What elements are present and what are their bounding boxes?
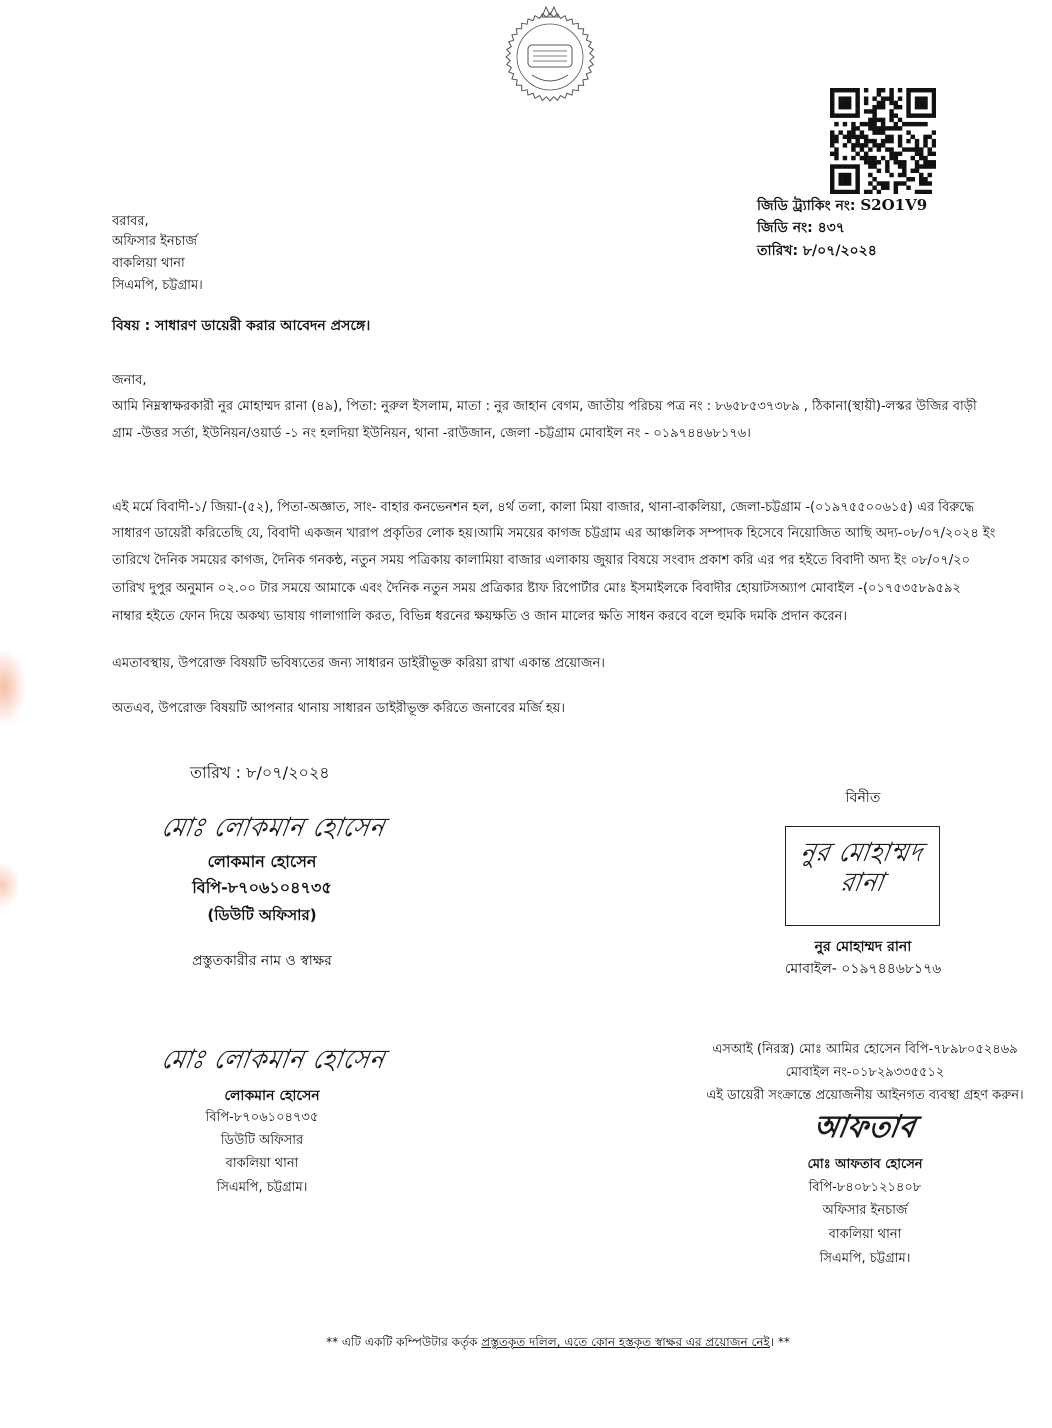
duty-officer-designation: ডিউটি অফিসার bbox=[220, 1133, 304, 1148]
preparer-name: লোকমান হোসেন bbox=[207, 852, 317, 871]
preparer-caption: প্রস্তুতকারীর নাম ও স্বাক্ষর bbox=[192, 953, 332, 969]
address-station: বাকলিয়া থানা bbox=[112, 256, 185, 271]
endorsement-assigned: এসআই (নিরস্ত্র) মোঃ আমির হোসেন বিপি-৭৮৯৮০৫২৪৬৯ bbox=[712, 1042, 1018, 1057]
address-city: সিএমপি, চট্টগ্রাম। bbox=[112, 278, 203, 293]
closing-text: বিনীত bbox=[845, 790, 881, 806]
subject-line: বিষয় : সাধারণ ডায়েরী করার আবেদন প্রসঙ্গে। bbox=[112, 318, 371, 334]
intro-line: আমি নিম্নস্বাক্ষরকারী নুর মোহাম্মদ রানা (৪৯), পিতা: নুরুল ইসলাম, মাতা : নুর জাহান বেগম, জাতীয় পরিচয় পত্র নং : ৮৬৫৮৫৩৭৩৮৯ , ঠিকানা(স্থায়ী)-লস্কর উজির বাড়ী bbox=[112, 399, 977, 414]
body-line: তারিখ দুপুর অনুমান ০২.০০ টার সময়ে আমাকে এবং দৈনিক নতুন সময় প্রত্রিকার ষ্টাফ রিপোর্টার মোঃ ইসমাইলকে বিবাদীর হোয়াটসঅ্যাপ মোবাইল -(০১৭৫৩৫৮৯৫৯২ bbox=[112, 581, 961, 596]
officer-in-charge-bp: বিপি-৮৪০৮১২১৪০৮ bbox=[808, 1180, 922, 1195]
officer-in-charge-name: মোঃ আফতাব হোসেন bbox=[807, 1157, 923, 1172]
gd-date: তারিখ: ৮/০৭/২০২৪ bbox=[757, 243, 877, 259]
body-line: এই মর্মে বিবাদী-১/ জিয়া-(৫২), পিতা-অজ্ঞাত, সাং- বাহার কনভেনশন হল, ৪র্থ তলা, কালা মিয়া বাজার, থানা-বাকলিয়া, জেলা-চট্টগ্রাম -(০১৯৭৫৫০০৬১৫) এর বিরুদ্ধে bbox=[112, 500, 974, 515]
body-line: তারিখে দৈনিক সময়ের কাগজ, দৈনিক গনকন্ঠ, নতুন সময় পত্রিকায় কালামিয়া বাজার এলাকায় জুয়ার বিষয়ে সংবাদ প্রকাশ করি এর পর হইতে বিবাদী অদ্য ইং ০৮/০৭/২০ bbox=[112, 553, 971, 568]
body-line: সাধারণ ডায়েরী করিতেছি যে, বিবাদী একজন খারাপ প্রকৃতির লোক হয়।আমি সময়ের কাগজ চট্টগ্রাম এর আঞ্চলিক সম্পাদক হিসেবে নিয়োজিত আছি অদ্য-০৮/০৭/২০২৪ ইং bbox=[112, 526, 996, 541]
applicant-signature-box bbox=[785, 826, 940, 926]
footer-underlined: প্রস্তুতকৃত দলিল, এতে কোন হস্তকৃত স্বাক্ষর এর প্রয়োজন নেই bbox=[481, 1335, 770, 1349]
gd-tracking-label: জিডি ট্র্যাকিং নং: bbox=[757, 198, 856, 214]
duty-officer-signature bbox=[159, 1043, 388, 1075]
footer-prefix: ** এটি একটি কম্পিউটার কর্তৃক bbox=[326, 1335, 482, 1349]
qr-code-icon bbox=[830, 88, 936, 194]
applicant-mobile: মোবাইল- ০১৯৭৪৪৬৮১৭৬ bbox=[784, 961, 942, 977]
officer-in-charge-city: সিএমপি, চট্টগ্রাম। bbox=[819, 1251, 911, 1266]
footer-suffix: । ** bbox=[769, 1335, 790, 1349]
signature-text: নুর মোহাম্মদ bbox=[798, 836, 927, 868]
duty-officer-city: সিএমপি, চট্টগ্রাম। bbox=[216, 1180, 308, 1195]
duty-officer-name: লোকমান হোসেন bbox=[224, 1088, 320, 1104]
gd-tracking-line bbox=[757, 195, 927, 216]
signature-text: রানা bbox=[838, 866, 887, 898]
applicant-name: নুর মোহাম্মদ রানা bbox=[814, 939, 912, 955]
gd-tracking-number: S2O1V9 bbox=[860, 196, 928, 214]
request-paragraph: অতএব, উপরোক্ত বিষয়টি আপনার থানায় সাধারন ডাইরীভূক্ত করিতে জনাবের মর্জি হয়। bbox=[112, 701, 565, 716]
officer-in-charge-signature bbox=[690, 1108, 1040, 1145]
application-date: তারিখ : ৮/০৭/২০২৪ bbox=[190, 763, 330, 782]
intro-line: গ্রাম -উত্তর সর্তা, ইউনিয়ন/ওয়ার্ড -১ নং হলদিয়া ইউনিয়ন, থানা -রাউজান, জেলা -চট্টগ্রাম মোবাইল নং - ০১৯৭৪৪৬৮১৭৬। bbox=[112, 426, 751, 441]
signature-text: আফতাব bbox=[810, 1108, 920, 1145]
salutation: জনাব, bbox=[112, 373, 147, 388]
preparer-signature bbox=[159, 811, 388, 843]
officer-in-charge-designation: অফিসার ইনচার্জ bbox=[822, 1203, 908, 1218]
gd-number: জিডি নং: ৪৩৭ bbox=[757, 220, 845, 236]
endorsement-instruction: এই ডায়েরী সংক্রান্তে প্রয়োজনীয় আইনগত ব্যবস্থা গ্রহণ করুন। bbox=[706, 1088, 1024, 1103]
endorsement-mobile: মোবাইল নং-০১৮২৯৩৩৫৫১২ bbox=[785, 1065, 945, 1080]
body-line: নাম্বার হইতে ফোন দিয়ে অকথ্য ভাষায় গালাগালি করত, বিভিন্ন ধরনের ক্ষয়ক্ষতি ও জান মালের ক্ষতি সাধন করবে বলে হুমকি দমকি প্রদান করেন। bbox=[112, 609, 848, 624]
stain-mark bbox=[0, 648, 26, 726]
request-paragraph: এমতাবস্থায়, উপরোক্ত বিষয়টি ভবিষ্যতের জন্য সাধারন ডাইরীভূক্ত করিয়া রাখা একান্ত প্রয়োজন। bbox=[112, 656, 605, 671]
preparer-bp: বিপি-৮৭০৬১০৪৭৩৫ bbox=[192, 878, 332, 897]
preparer-designation: (ডিউটি অফিসার) bbox=[207, 906, 317, 924]
stain-mark bbox=[0, 862, 20, 908]
footer-note bbox=[238, 1333, 878, 1351]
address-to: বরাবর, bbox=[112, 214, 149, 229]
duty-officer-station: বাকলিয়া থানা bbox=[225, 1156, 299, 1171]
signature-text: মোঃ লোকমান হোসেন bbox=[159, 1043, 388, 1075]
police-emblem-icon bbox=[498, 3, 602, 103]
signature-text: মোঃ লোকমান হোসেন bbox=[159, 811, 388, 843]
officer-in-charge-station: বাকলিয়া থানা bbox=[828, 1227, 902, 1242]
address-officer: অফিসার ইনচার্জ bbox=[112, 234, 198, 249]
duty-officer-bp: বিপি-৮৭০৬১০৪৭৩৫ bbox=[205, 1110, 319, 1125]
